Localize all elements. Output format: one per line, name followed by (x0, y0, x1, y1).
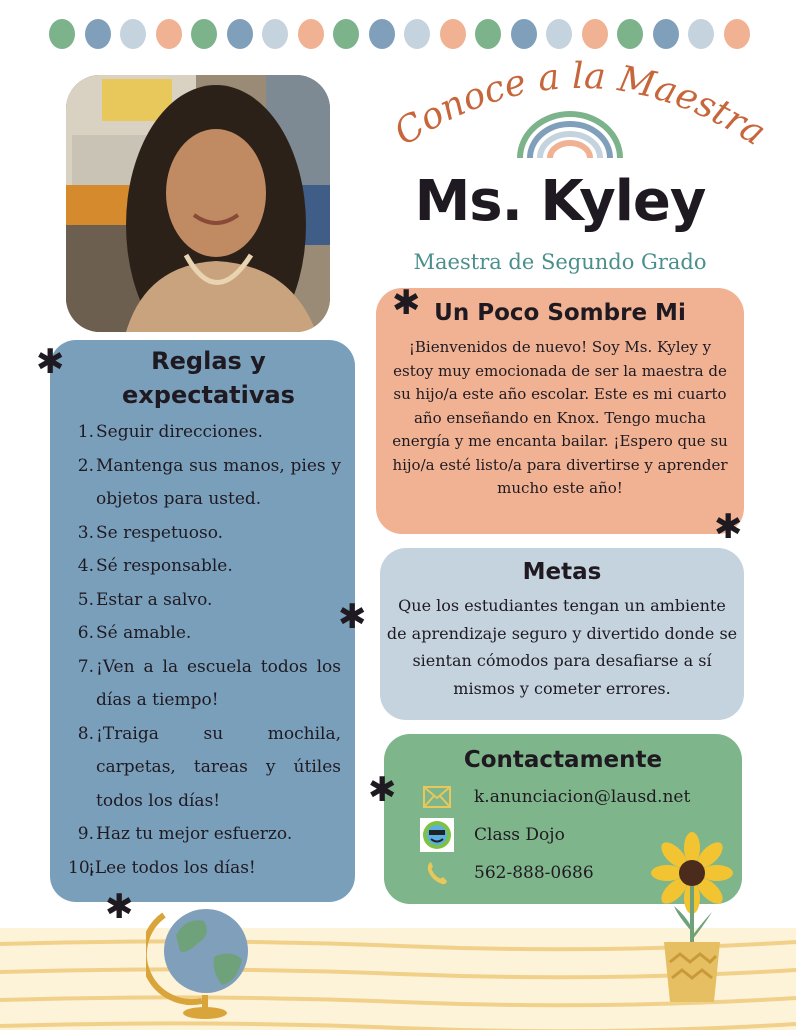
rule-text: Sé amable. (96, 623, 192, 643)
rule-item (76, 718, 341, 819)
decorative-dot (724, 19, 750, 49)
rules-list (68, 416, 341, 885)
globe-icon (146, 895, 258, 1023)
decorative-dot (369, 19, 395, 49)
rule-text: ¡Traiga su mochila, carpetas, tareas y útiles todos los días! (96, 723, 341, 811)
goals-text: Que los estudiantes tengan un ambiente de aprendizaje seguro y divertido donde se sientan cómodos para desafiarse a sí mismos y cometer errores. (386, 596, 738, 698)
decorative-dot (333, 19, 359, 49)
decorative-dot (298, 19, 324, 49)
decorative-dot (617, 19, 643, 49)
decorative-dot (156, 19, 182, 49)
rules-title: Reglas y expectativas (122, 347, 295, 409)
rule-item (76, 617, 341, 651)
asterisk-icon: ✱ (392, 283, 421, 323)
contact-phone-link[interactable]: 562-888-0686 (474, 863, 594, 883)
decorative-dot (546, 19, 572, 49)
teacher-photo-illustration (66, 75, 330, 332)
decorative-dot (49, 19, 75, 49)
decorative-dot (262, 19, 288, 49)
contact-email-link[interactable]: k.anunciacion@lausd.net (474, 787, 691, 807)
decorative-dot (227, 19, 253, 49)
rule-number: 4. (77, 556, 94, 576)
grade-title: Maestra de Segundo Grado (413, 250, 707, 274)
rule-item (76, 818, 341, 852)
decorative-dot (511, 19, 537, 49)
phone-icon (420, 856, 454, 890)
rule-text: Haz tu mejor esfuerzo. (96, 824, 293, 844)
rule-number: 8. (77, 723, 94, 744)
tagline-text: Conoce a la Maestra (387, 55, 773, 154)
goals-panel (380, 548, 744, 720)
contact-app-name: Class Dojo (474, 825, 565, 845)
class-dojo-icon (420, 818, 454, 852)
decorative-dot (582, 19, 608, 49)
rule-text: Mantenga sus manos, pies y objetos para usted. (96, 455, 341, 509)
contact-title: Contactamente (463, 747, 663, 773)
rule-item (76, 416, 341, 450)
asterisk-icon: ✱ (714, 507, 743, 547)
rule-number: 9. (77, 824, 94, 844)
rule-item (76, 550, 341, 584)
rule-text: Sé responsable. (96, 556, 233, 576)
rule-text: Estar a salvo. (96, 589, 213, 610)
decorative-dot (120, 19, 146, 49)
rule-item (76, 651, 341, 718)
about-text: ¡Bienvenidos de nuevo! Soy Ms. Kyley y estoy muy emocionada de ser la maestra de su hijo/a este año escolar. Este es mi cuarto año enseñando en Knox. Tengo mucha energía y me encanta bailar. ¡Espero que su hijo/a esté listo/a para divertirse y aprender mucho este año! (392, 338, 728, 497)
rule-item (76, 584, 341, 618)
rule-item (76, 517, 341, 551)
decorative-dot-row (49, 19, 749, 49)
rule-item (76, 450, 341, 517)
decorative-dot (440, 19, 466, 49)
rules-panel (50, 340, 355, 902)
goals-title: Metas (522, 559, 602, 585)
rule-item (68, 852, 341, 886)
decorative-dot (404, 19, 430, 49)
rule-number: 1. (77, 422, 94, 442)
teacher-name: Ms. Kyley (414, 169, 706, 234)
rule-number: 5. (77, 589, 94, 610)
teacher-photo (66, 75, 330, 332)
decorative-dot (475, 19, 501, 49)
rule-number: 2. (77, 455, 94, 476)
about-title: Un Poco Sombre Mi (434, 300, 686, 326)
asterisk-icon: ✱ (368, 770, 397, 810)
decorative-dot (191, 19, 217, 49)
tagline-art (380, 48, 780, 158)
rule-text: Se respetuoso. (96, 522, 224, 543)
rule-number: 10. (68, 857, 96, 878)
decorative-dot (85, 19, 111, 49)
asterisk-icon: ✱ (338, 597, 367, 637)
rule-text: ¡Ven a la escuela todos los días a tiempo! (96, 656, 341, 710)
contact-email-row (398, 778, 728, 816)
about-panel (376, 283, 744, 534)
decorative-dot (688, 19, 714, 49)
asterisk-icon: ✱ (36, 342, 65, 382)
rainbow-icon (520, 114, 620, 158)
rule-number: 7. (77, 656, 94, 677)
mail-icon (420, 780, 454, 814)
rule-number: 3. (77, 522, 94, 543)
rule-text: Seguir direcciones. (96, 422, 263, 442)
rule-number: 6. (77, 623, 94, 643)
tagline-area (380, 48, 780, 158)
rule-text: ¡Lee todos los días! (88, 857, 256, 878)
decorative-dot (653, 19, 679, 49)
sunflower-icon (650, 832, 734, 1012)
asterisk-icon: ✱ (105, 887, 134, 927)
